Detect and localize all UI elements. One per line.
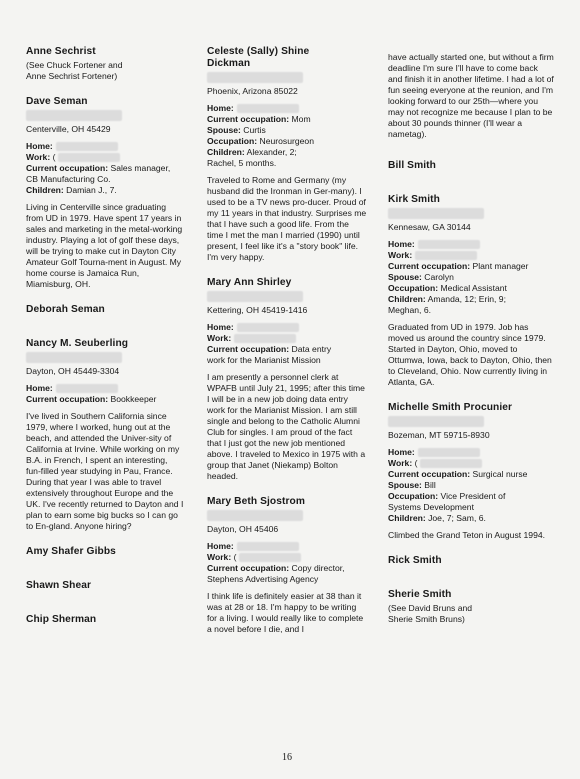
field-value: Alexander, 2;	[244, 147, 297, 157]
entry-kirk-smith	[388, 194, 554, 388]
redacted-phone	[420, 459, 482, 468]
see-reference: (See Chuck Fortener and	[26, 60, 123, 70]
redacted-phone	[415, 251, 477, 260]
contact-fields	[388, 239, 554, 316]
entry-name: Celeste (Sally) Shine	[207, 46, 310, 57]
field-label: Spouse:	[207, 125, 241, 135]
field-label: Current occupation:	[26, 163, 109, 173]
field-value: (	[52, 152, 56, 162]
address: Dayton, OH 45449-3304	[26, 366, 120, 376]
redacted-address-line	[207, 291, 303, 302]
field-value: Rachel, 5 months.	[207, 158, 277, 168]
field-value: Mom	[289, 114, 311, 124]
field-label: Work:	[26, 152, 51, 162]
redacted-phone	[237, 323, 299, 332]
entry-text: have actually started one, but without a firm deadline I'm sure I'll have to come back and finish it in another lifetime. I had a lot of fun seeing everyone at the reunion, and I'm looking forward to our 25th—where you may not recognize me because I plan to be about 30 pounds thinner (I'll wear a nametag).	[388, 52, 554, 139]
address: Bozeman, MT 59715-8930	[388, 430, 490, 440]
address: Phoenix, Arizona 85022	[207, 86, 298, 96]
entry-text: Traveled to Rome and Germany (my husband did the Ironman in Ger-many). I used to be a TV news pro-ducer. Proud of my 11 years in that industry. Surprises me that I have such a good life. From the time I met the man I married (1990) until present, I feel like it's a "story book" life. I'm very happy.	[207, 175, 367, 262]
field-value: Copy director,	[289, 563, 345, 573]
entry-nancy-seuberling	[26, 338, 184, 532]
address: Centerville, OH 45429	[26, 124, 111, 134]
entry-name: Amy Shafer Gibbs	[26, 546, 116, 557]
entry-name: Anne Sechrist	[26, 46, 96, 57]
field-label: Children:	[388, 513, 426, 523]
see-reference: Anne Sechrist Fortener)	[26, 71, 118, 81]
field-value: (	[233, 552, 237, 562]
field-label: Current occupation:	[388, 469, 471, 479]
field-label: Home:	[26, 141, 53, 151]
entry-michelle-smith-procunier	[388, 402, 554, 541]
field-label: Work:	[388, 250, 413, 260]
field-value: Carolyn	[421, 272, 454, 282]
entry-name: Rick Smith	[388, 555, 442, 566]
field-label: Work:	[388, 458, 413, 468]
field-label: Home:	[388, 239, 415, 249]
field-label: Work:	[207, 333, 232, 343]
entry-name: Mary Beth Sjostrom	[207, 496, 306, 507]
field-value: (	[414, 458, 418, 468]
page-number: 16	[282, 752, 292, 763]
field-label: Occupation:	[388, 283, 439, 293]
entry-mary-beth-sjostrom	[207, 496, 367, 635]
redacted-phone	[418, 448, 480, 457]
redacted-phone	[239, 553, 301, 562]
field-label: Home:	[26, 383, 53, 393]
redacted-phone	[418, 240, 480, 249]
column-1	[26, 46, 184, 628]
contact-fields	[207, 322, 367, 366]
redacted-address-line	[388, 416, 484, 427]
entry-text: Climbed the Grand Teton in August 1994.	[388, 530, 546, 540]
entry-anne-sechrist	[26, 46, 184, 82]
entry-name: Michelle Smith Procunier	[388, 402, 513, 413]
redacted-phone	[58, 153, 120, 162]
entry-text: I am presently a personnel clerk at WPAFB until July 21, 1995; after this time I will be in a new job doing data entry work for the Marianist Mission. I am still single and belong to the Catholic Alumni Club for singles. I am proud of the fact that I just got the new job mentioned above. I traveled to Mexico in 1975 with a group that Janet (Niekamp) Bolton headed.	[207, 372, 366, 481]
field-label: Children:	[26, 185, 64, 195]
field-value: Amanda, 12; Erin, 9;	[425, 294, 506, 304]
entry-name: Nancy M. Seuberling	[26, 338, 129, 349]
field-label: Work:	[207, 552, 232, 562]
contact-fields	[26, 383, 184, 405]
field-label: Home:	[388, 447, 415, 457]
field-label: Spouse:	[388, 272, 422, 282]
entry-name: Sherie Smith	[388, 589, 452, 600]
see-reference: (See David Bruns and	[388, 603, 473, 613]
field-value: Bookkeeper	[108, 394, 157, 404]
field-value: Medical Assistant	[438, 283, 507, 293]
field-value: Meghan, 6.	[388, 305, 431, 315]
column-2	[207, 46, 367, 649]
entry-mary-ann-shirley	[207, 277, 367, 482]
field-value: Systems Development	[388, 502, 474, 512]
field-value: Stephens Advertising Agency	[207, 574, 319, 584]
redacted-phone	[56, 384, 118, 393]
field-label: Spouse:	[388, 480, 422, 490]
entry-celeste-dickman	[207, 46, 367, 263]
column-3	[388, 52, 554, 639]
entry-continuation	[388, 52, 554, 140]
field-value: Neurosurgeon	[257, 136, 314, 146]
redacted-phone	[234, 334, 296, 343]
see-reference: Sherie Smith Bruns)	[388, 614, 465, 624]
field-label: Home:	[207, 322, 234, 332]
address: Dayton, OH 45406	[207, 524, 279, 534]
redacted-phone	[56, 142, 118, 151]
entry-text: Graduated from UD in 1979. Job has moved us around the country since 1979. Started in Dayton, Ohio, moved to Ottumwa, Iowa, back to Dayton, Ohio, then to Cleveland, Ohio. Now currently living in Atlanta, GA.	[388, 322, 552, 387]
field-label: Current occupation:	[26, 394, 109, 404]
entry-dave-seman	[26, 96, 184, 290]
contact-fields	[207, 103, 367, 169]
redacted-address-line	[207, 72, 303, 83]
entry-text: I've lived in Southern California since 1979, where I worked, hung out at the beach, and attended the Univer-sity of California at Irvine. While working on my B.A. in French, I spent an interesting, fun-filled year studying in Pau, France. During that year I was able to travel extensively throughout Europe and the UK. I've recently returned to Dayton and I plan to earn some big bucks so I can go to En-gland. Anyone hiring?	[26, 411, 184, 531]
entry-sherie-smith	[388, 589, 554, 625]
field-label: Children:	[207, 147, 245, 157]
contact-fields	[388, 447, 554, 524]
redacted-phone	[237, 542, 299, 551]
field-label: Home:	[207, 541, 234, 551]
redacted-phone	[237, 104, 299, 113]
field-label: Occupation:	[388, 491, 439, 501]
redacted-address-line	[26, 352, 122, 363]
field-value: Damian J., 7.	[63, 185, 117, 195]
field-value: Vice President of	[438, 491, 506, 501]
field-value: Curtis	[240, 125, 266, 135]
redacted-address-line	[388, 208, 484, 219]
address: Kettering, OH 45419-1416	[207, 305, 308, 315]
entry-name: Chip Sherman	[26, 614, 97, 625]
field-label: Children:	[388, 294, 426, 304]
entry-name: Dave Seman	[26, 96, 88, 107]
contact-fields	[207, 541, 367, 585]
field-value: Plant manager	[470, 261, 529, 271]
address: Kennesaw, GA 30144	[388, 222, 471, 232]
redacted-address-line	[26, 110, 122, 121]
field-value: Surgical nurse	[470, 469, 528, 479]
field-label: Home:	[207, 103, 234, 113]
field-value: Joe, 7; Sam, 6.	[425, 513, 486, 523]
field-value: CB Manufacturing Co.	[26, 174, 111, 184]
entry-name: Kirk Smith	[388, 194, 440, 205]
entry-name: Deborah Seman	[26, 304, 105, 315]
field-value: Sales manager,	[108, 163, 171, 173]
field-label: Current occupation:	[207, 114, 290, 124]
entry-name: Mary Ann Shirley	[207, 277, 292, 288]
entry-text: Living in Centerville since graduating from UD in 1979. Have spent 17 years in sales and marketing in the metal-working industry. Playing a lot of golf these days, will be trying to make cut in Dayton City Amateur Golf Tourna-ment in August. My home course is Jamaica Run, Miamisburg, OH.	[26, 202, 183, 289]
field-label: Current occupation:	[207, 344, 290, 354]
field-label: Occupation:	[207, 136, 258, 146]
entry-name-cont: Dickman	[207, 58, 251, 69]
entry-text: I think life is definitely easier at 38 than it was at 28 or 18. I'm happy to be writing for a living. I would really like to complete a novel before I die, and I	[207, 591, 364, 634]
field-label: Current occupation:	[207, 563, 290, 573]
entry-name: Shawn Shear	[26, 580, 92, 591]
field-value: Bill	[421, 480, 436, 490]
contact-fields	[26, 141, 184, 196]
field-label: Current occupation:	[388, 261, 471, 271]
redacted-address-line	[207, 510, 303, 521]
entry-name: Bill Smith	[388, 160, 436, 171]
field-value: Data entry	[289, 344, 332, 354]
field-value: work for the Marianist Mission	[207, 355, 321, 365]
